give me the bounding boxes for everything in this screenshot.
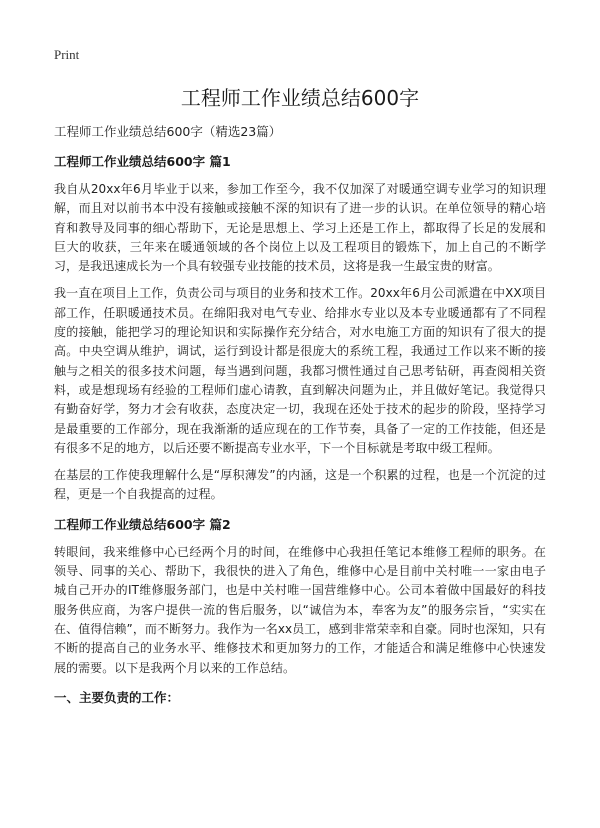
section-1-paragraph-2: 我一直在项目上工作，负责公司与项目的业务和技术工作。20xx年6月公司派遣在中XX项目部工作，任职暖通技术员。在绵阳我对电气专业、给排水专业以及本专业暖通都有了不同程度的接触，能把学习的理论知识和实际操作充分结合，对水电施工方面的知识有了很大的提高。中央空调从维护，调试，运行到设计都是很庞大的系统工程，我通过工作以来不断的接触与之相关的很多技术问题，每当遇到问题，我都习惯性通过自己思考钻研，再查阅相关资料，或是想现场有经验的工程师们虚心请教，直到解决问题为止，并且做好笔记。我觉得只有勤奋好学，努力才会有收获，态度决定一切，我现在还处于技术的起步的阶段，坚持学习是最重要的工作部分，现在我渐渐的适应现在的工作节奏，具备了一定的工作技能，但还是有很多不足的地方，以后还要不断提高专业水平，下一个目标就是考取中级工程师。	[54, 286, 546, 455]
section-heading-1: 工程师工作业绩总结600字 篇1	[54, 154, 231, 169]
document-subtitle: 工程师工作业绩总结600字（精选23篇）	[54, 124, 282, 139]
subheading-main-duties: 一、主要负责的工作：	[54, 689, 180, 705]
section-heading-2: 工程师工作业绩总结600字 篇2	[54, 516, 231, 532]
section-2-paragraph-1: 转眼间，我来维修中心已经两个月的时间，在维修中心我担任笔记本维修工程师的职务。在领导、同事的关心、帮助下，我很快的进入了角色，维修中心是目前中关村唯一一家由电子城自己开办的IT维修服务部门，也是中关村唯一国营维修中心。公司本着做中国最好的科技服务供应商，为客户提供一流的售后服务，以“诚信为本，奉客为友”的服务宗旨，“实实在在、值得信赖”，而不断努力。我作为一名xx员工，感到非常荣幸和自豪。同时也深知，只有不断的提高自己的业务水平、维修技术和更加努力的工作，才能适合和满足维修中心快速发展的需要。以下是我两个月以来的工作总结。	[54, 544, 546, 675]
print-link[interactable]: Print	[54, 47, 80, 62]
section-1-paragraph-1: 我自从20xx年6月毕业于以来，参加工作至今，我不仅加深了对暖通空调专业学习的知识理解，而且对以前书本中没有接触或接触不深的知识有了进一步的认识。在单位领导的精心培育和教导及同事的细心帮助下，无论是思想上、学习上还是工作上，都取得了长足的发展和巨大的收获，三年来在暖通领域的各个岗位上以及工程项目的锻炼下，加上自己的不断学习，是我迅速成长为一个具有较强专业技能的技术员，这将是我一生最宝贵的财富。	[54, 182, 546, 274]
page-title: 工程师工作业绩总结600字	[180, 86, 420, 110]
section-1-paragraph-3: 在基层的工作使我理解什么是“厚积薄发”的内涵，这是一个积累的过程，也是一个沉淀的过程，更是一个自我提高的过程。	[54, 468, 546, 502]
